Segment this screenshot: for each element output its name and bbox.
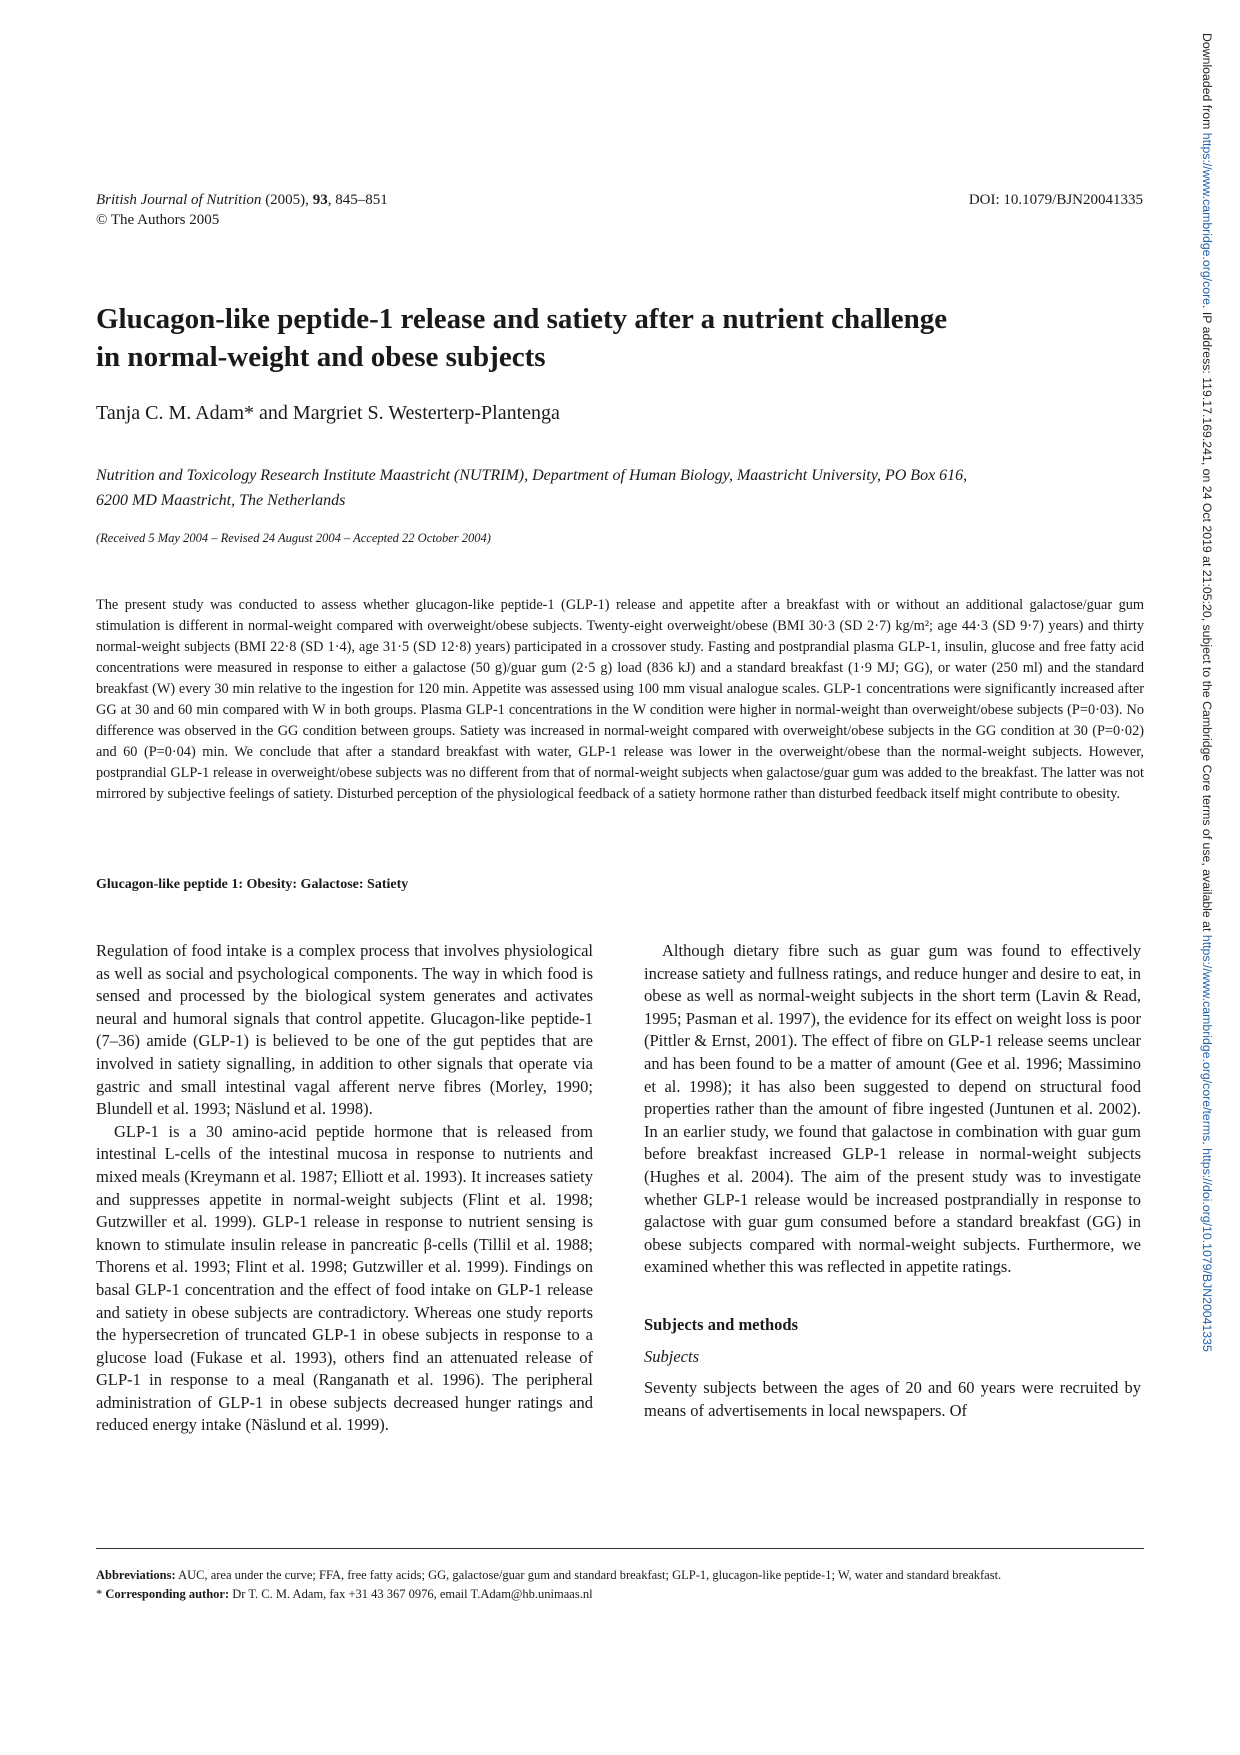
- cambridge-core-link[interactable]: https://www.cambridge.org/core: [1200, 132, 1214, 306]
- intro-paragraph-2: GLP-1 is a 30 amino-acid peptide hormone that is released from intestinal L-cells of the intestinal mucosa in response to nutrients and mixed meals (Kreymann et al. 1987; Elliott et al. 1993). It increases satiety and suppresses appetite in normal-weight subjects (Flint et al. 1998; Gutzwiller et al. 1999). GLP-1 release in response to nutrient sensing is known to stimulate insulin release in pancreatic β-cells (Tillil et al. 1988; Thorens et al. 1993; Flint et al. 1998; Gutzwiller et al. 1999). Findings on basal GLP-1 concentration and the effect of food intake on GLP-1 release and satiety in obese subjects are contradictory. Whereas one study reports the hypersecretion of truncated GLP-1 in obese subjects in response to a glucose load (Fukase et al. 1993), others find an attenuated release of GLP-1 in response to a meal (Ranganath et al. 1996). The peripheral administration of GLP-1 in obese subjects decreased hunger ratings and reduced energy intake (Näslund et al. 1999).: [96, 1121, 593, 1435]
- author-list: Tanja C. M. Adam* and Margriet S. Westerterp-Plantenga: [96, 402, 560, 424]
- affiliation-line-1: Nutrition and Toxicology Research Institute Maastricht (NUTRIM), Department of Human Biology, Maastricht University, PO Box 616,: [96, 467, 968, 484]
- footnotes: [96, 1566, 1144, 1604]
- received-dates: (Received 5 May 2004 – Revised 24 August 2004 – Accepted 22 October 2004): [96, 531, 491, 545]
- abbreviations-footnote: [96, 1566, 1144, 1585]
- journal-name: British Journal of Nutrition: [96, 192, 262, 208]
- corresponding-author-text: Dr T. C. M. Adam, fax +31 43 367 0976, email T.Adam@hb.unimaas.nl: [229, 1587, 593, 1601]
- title-line-1: Glucagon-like peptide-1 release and satiety after a nutrient challenge: [96, 303, 948, 335]
- section-heading: Subjects and methods: [644, 1314, 799, 1334]
- download-notice: [1197, 33, 1217, 1733]
- terms-link[interactable]: https://www.cambridge.org/core/terms: [1200, 934, 1214, 1142]
- footnote-rule: [96, 1548, 1144, 1549]
- doi-label: DOI: 10.1079/BJN20041335: [968, 192, 1143, 208]
- download-prefix: Downloaded from: [1200, 33, 1214, 133]
- journal-year: (2005),: [265, 192, 309, 208]
- body-column-left: [96, 940, 593, 1437]
- abbreviations-label: Abbreviations:: [96, 1568, 176, 1582]
- intro-paragraph-1: Regulation of food intake is a complex process that involves physiological as well as social and psychological components. The way in which food is sensed and processed by the biological system generates and activates neural and humoral signals that control appetite. Glucagon-like peptide-1 (7–36) amide (GLP-1) is believed to be one of the gut peptides that are involved in satiety signalling, in addition to other signals that operate via gastric and small intestinal vagal afferent nerve fibres (Morley, 1990; Blundell et al. 1993; Näslund et al. 1998).: [96, 941, 593, 1119]
- keywords: Glucagon-like peptide 1: Obesity: Galactose: Satiety: [96, 877, 409, 892]
- doi-link[interactable]: https://doi.org/10.1079/BJN20041335: [1200, 1148, 1214, 1352]
- subsection-heading: Subjects: [644, 1346, 699, 1366]
- body-column-right: [644, 940, 1141, 1422]
- download-middle: . IP address: 119.17.169.241, on 24 Oct 2019 at 21:05:20, subject to the Cambridge Core terms of use, available at: [1200, 305, 1214, 935]
- journal-pages: , 845–851: [327, 192, 388, 208]
- intro-paragraph-3: Although dietary fibre such as guar gum was found to effectively increase satiety and fullness ratings, and reduce hunger and desire to eat, in obese as well as normal-weight subjects in the short term (Lavin & Read, 1995; Pasman et al. 1997), the evidence for its effect on weight loss is poor (Pittler & Ernst, 2001). The effect of fibre on GLP-1 release seems unclear and has been found to be a matter of amount (Gee et al. 1996; Massimino et al. 1998); it has also been suggested to depend on structural food properties rather than the amount of fibre ingested (Juntunen et al. 2002). In an earlier study, we found that galactose in combination with guar gum before breakfast increased GLP-1 release in normal-weight subjects (Hughes et al. 2004). The aim of the present study was to investigate whether GLP-1 release would be increased postprandially in response to galactose with guar gum consumed before a standard breakfast (GG) in obese subjects compared with normal-weight subjects. Furthermore, we examined whether this was reflected in appetite ratings.: [644, 941, 1141, 1277]
- article-title: [96, 300, 1096, 376]
- affiliation: [96, 463, 1144, 513]
- title-line-2: in normal-weight and obese subjects: [96, 341, 546, 373]
- affiliation-line-2: 6200 MD Maastricht, The Netherlands: [96, 492, 346, 509]
- corresponding-author-label: Corresponding author:: [105, 1587, 230, 1601]
- download-sep: .: [1200, 1141, 1214, 1149]
- copyright-line: © The Authors 2005: [96, 212, 220, 228]
- journal-volume: 93: [312, 192, 328, 208]
- abstract: The present study was conducted to assess whether glucagon-like peptide-1 (GLP-1) release and appetite after a breakfast with or without an additional galactose/guar gum stimulation is different in normal-weight compared with overweight/obese subjects. Twenty-eight overweight/obese (BMI 30·3 (SD 2·7) kg/m²; age 44·3 (SD 9·7) years) and thirty normal-weight subjects (BMI 22·8 (SD 1·4), age 31·5 (SD 12·8) years) participated in a crossover study. Fasting and postprandial plasma GLP-1, insulin, glucose and free fatty acid concentrations were measured in response to either a galactose (50 g)/guar gum (2·5 g) load (836 kJ) and a standard breakfast (1·9 MJ; GG), or water (250 ml) and the standard breakfast (W) every 30 min relative to the ingestion for 120 min. Appetite was assessed using 100 mm visual analogue scales. GLP-1 concentrations were significantly increased after GG at 30 and 60 min compared with W in both groups. Plasma GLP-1 concentrations in the W condition were higher in normal-weight than overweight/obese subjects (P=0·03). No difference was observed in the GG condition between groups. Satiety was increased in normal-weight compared with overweight/obese subjects in the GG condition at 30 (P=0·02) and 60 (P=0·04) min. We conclude that after a standard breakfast with water, GLP-1 release was lower in the overweight/obese than the normal-weight subjects. However, postprandial GLP-1 release in overweight/obese subjects was no different from that of normal-weight subjects when galactose/guar gum was added to the breakfast. The latter was not mirrored by subjective feelings of satiety. Disturbed perception of the physiological feedback of a satiety hormone rather than disturbed feedback itself might contribute to obesity.: [96, 597, 1144, 802]
- abbreviations-text: AUC, area under the curve; FFA, free fatty acids; GG, galactose/guar gum and standard breakfast; GLP-1, glucagon-like peptide-1; W, water and standard breakfast.: [175, 1568, 1002, 1582]
- journal-citation: [96, 190, 388, 230]
- corresponding-author-footnote: [96, 1585, 1144, 1604]
- methods-paragraph-1: Seventy subjects between the ages of 20 and 60 years were recruited by means of advertisements in local newspapers. Of: [644, 1378, 1141, 1420]
- footnote-star: *: [96, 1587, 106, 1601]
- citation-line: [96, 190, 388, 210]
